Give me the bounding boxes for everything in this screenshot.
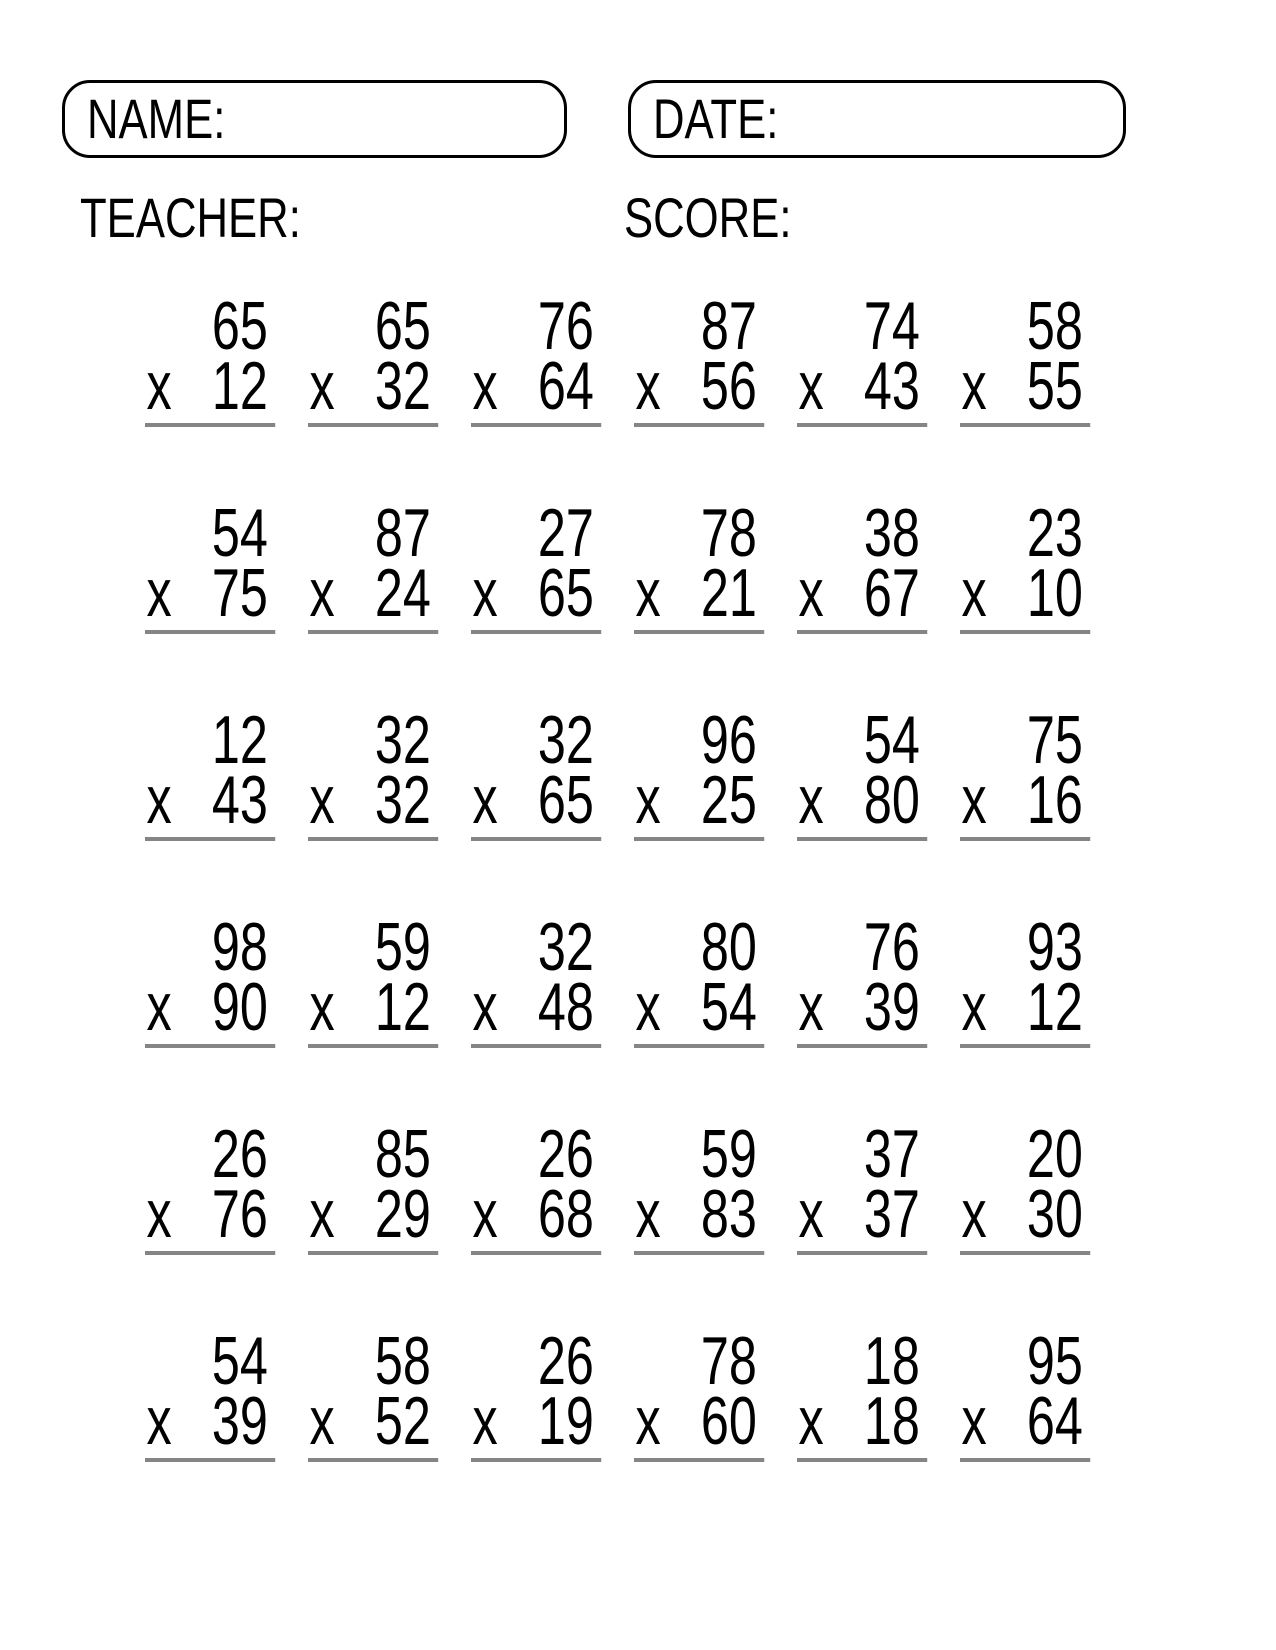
top-operand: 38 bbox=[863, 495, 920, 571]
multiply-operator: x bbox=[146, 762, 172, 838]
top-operand: 37 bbox=[863, 1116, 920, 1192]
bottom-operand: 37 bbox=[863, 1176, 920, 1252]
top-operand: 78 bbox=[700, 495, 757, 571]
bottom-operand: 80 bbox=[863, 762, 920, 838]
multiplication-problem bbox=[797, 909, 927, 1048]
multiply-operator: x bbox=[146, 1176, 172, 1252]
top-operand: 87 bbox=[700, 288, 757, 364]
multiplication-problem bbox=[960, 909, 1090, 1048]
multiplication-problem bbox=[634, 909, 764, 1048]
multiply-operator: x bbox=[961, 762, 987, 838]
top-operand: 93 bbox=[1026, 909, 1083, 985]
multiplication-problem bbox=[471, 1116, 601, 1255]
bottom-operand: 18 bbox=[863, 1383, 920, 1459]
teacher-label: TEACHER: bbox=[80, 186, 301, 249]
multiply-operator: x bbox=[635, 348, 661, 424]
multiply-operator: x bbox=[798, 969, 824, 1045]
bottom-operand: 43 bbox=[211, 762, 268, 838]
bottom-operand: 75 bbox=[211, 555, 268, 631]
multiplication-problem bbox=[634, 1116, 764, 1255]
multiplication-problem bbox=[797, 1116, 927, 1255]
multiply-operator: x bbox=[472, 1383, 498, 1459]
top-operand: 18 bbox=[863, 1323, 920, 1399]
teacher-field bbox=[80, 186, 363, 249]
bottom-operand: 60 bbox=[700, 1383, 757, 1459]
multiply-operator: x bbox=[961, 1383, 987, 1459]
bottom-operand: 39 bbox=[863, 969, 920, 1045]
name-field-box bbox=[62, 80, 567, 158]
top-operand: 76 bbox=[537, 288, 594, 364]
bottom-operand: 12 bbox=[211, 348, 268, 424]
top-operand: 96 bbox=[700, 702, 757, 778]
top-operand: 98 bbox=[211, 909, 268, 985]
multiply-operator: x bbox=[309, 762, 335, 838]
multiply-operator: x bbox=[798, 348, 824, 424]
bottom-operand: 10 bbox=[1026, 555, 1083, 631]
bottom-operand: 76 bbox=[211, 1176, 268, 1252]
multiplication-problem bbox=[797, 288, 927, 427]
multiply-operator: x bbox=[798, 762, 824, 838]
top-operand: 95 bbox=[1026, 1323, 1083, 1399]
multiplication-problem bbox=[145, 495, 275, 634]
multiply-operator: x bbox=[635, 969, 661, 1045]
bottom-operand: 16 bbox=[1026, 762, 1083, 838]
bottom-operand: 24 bbox=[374, 555, 431, 631]
top-operand: 32 bbox=[537, 702, 594, 778]
multiplication-problem bbox=[308, 909, 438, 1048]
multiplication-problem bbox=[308, 1323, 438, 1462]
multiply-operator: x bbox=[146, 555, 172, 631]
bottom-operand: 64 bbox=[1026, 1383, 1083, 1459]
multiplication-problem bbox=[634, 495, 764, 634]
bottom-operand: 43 bbox=[863, 348, 920, 424]
bottom-operand: 39 bbox=[211, 1383, 268, 1459]
top-operand: 59 bbox=[374, 909, 431, 985]
multiplication-problem bbox=[145, 702, 275, 841]
multiply-operator: x bbox=[472, 348, 498, 424]
multiplication-problem bbox=[960, 288, 1090, 427]
multiply-operator: x bbox=[635, 1383, 661, 1459]
multiply-operator: x bbox=[472, 555, 498, 631]
top-operand: 54 bbox=[211, 1323, 268, 1399]
bottom-operand: 83 bbox=[700, 1176, 757, 1252]
score-field bbox=[624, 186, 839, 249]
bottom-operand: 32 bbox=[374, 348, 431, 424]
top-operand: 54 bbox=[863, 702, 920, 778]
name-label: NAME: bbox=[87, 87, 226, 150]
multiplication-problem bbox=[960, 1116, 1090, 1255]
multiplication-problem bbox=[308, 495, 438, 634]
bottom-operand: 32 bbox=[374, 762, 431, 838]
top-operand: 78 bbox=[700, 1323, 757, 1399]
top-operand: 12 bbox=[211, 702, 268, 778]
top-operand: 20 bbox=[1026, 1116, 1083, 1192]
top-operand: 58 bbox=[1026, 288, 1083, 364]
multiply-operator: x bbox=[961, 555, 987, 631]
multiplication-problem bbox=[308, 288, 438, 427]
top-operand: 23 bbox=[1026, 495, 1083, 571]
multiply-operator: x bbox=[961, 969, 987, 1045]
multiplication-problem bbox=[634, 702, 764, 841]
top-operand: 54 bbox=[211, 495, 268, 571]
top-operand: 27 bbox=[537, 495, 594, 571]
top-operand: 75 bbox=[1026, 702, 1083, 778]
top-operand: 32 bbox=[537, 909, 594, 985]
multiplication-problem bbox=[634, 1323, 764, 1462]
bottom-operand: 56 bbox=[700, 348, 757, 424]
multiply-operator: x bbox=[472, 1176, 498, 1252]
top-operand: 74 bbox=[863, 288, 920, 364]
multiplication-problem bbox=[960, 1323, 1090, 1462]
date-field-box bbox=[628, 80, 1126, 158]
bottom-operand: 12 bbox=[1026, 969, 1083, 1045]
multiplication-problem bbox=[960, 495, 1090, 634]
bottom-operand: 52 bbox=[374, 1383, 431, 1459]
multiplication-problem bbox=[471, 495, 601, 634]
multiply-operator: x bbox=[472, 762, 498, 838]
multiply-operator: x bbox=[635, 555, 661, 631]
top-operand: 58 bbox=[374, 1323, 431, 1399]
bottom-operand: 54 bbox=[700, 969, 757, 1045]
top-operand: 65 bbox=[374, 288, 431, 364]
top-operand: 87 bbox=[374, 495, 431, 571]
top-operand: 32 bbox=[374, 702, 431, 778]
top-operand: 65 bbox=[211, 288, 268, 364]
multiplication-problem bbox=[471, 909, 601, 1048]
multiplication-problem bbox=[308, 702, 438, 841]
multiplication-problem bbox=[471, 1323, 601, 1462]
multiply-operator: x bbox=[309, 348, 335, 424]
multiply-operator: x bbox=[309, 1176, 335, 1252]
multiply-operator: x bbox=[309, 969, 335, 1045]
bottom-operand: 19 bbox=[537, 1383, 594, 1459]
bottom-operand: 12 bbox=[374, 969, 431, 1045]
multiplication-problem bbox=[471, 288, 601, 427]
multiply-operator: x bbox=[635, 762, 661, 838]
multiply-operator: x bbox=[309, 1383, 335, 1459]
top-operand: 26 bbox=[537, 1116, 594, 1192]
multiplication-problem bbox=[471, 702, 601, 841]
multiply-operator: x bbox=[472, 969, 498, 1045]
top-operand: 80 bbox=[700, 909, 757, 985]
multiply-operator: x bbox=[635, 1176, 661, 1252]
multiplication-problem bbox=[145, 1323, 275, 1462]
bottom-operand: 21 bbox=[700, 555, 757, 631]
multiplication-problem bbox=[308, 1116, 438, 1255]
bottom-operand: 90 bbox=[211, 969, 268, 1045]
multiply-operator: x bbox=[309, 555, 335, 631]
top-operand: 59 bbox=[700, 1116, 757, 1192]
bottom-operand: 48 bbox=[537, 969, 594, 1045]
multiplication-problem bbox=[797, 702, 927, 841]
multiply-operator: x bbox=[961, 348, 987, 424]
bottom-operand: 64 bbox=[537, 348, 594, 424]
multiplication-problem bbox=[960, 702, 1090, 841]
multiply-operator: x bbox=[798, 555, 824, 631]
multiplication-problem bbox=[797, 1323, 927, 1462]
multiplication-problem bbox=[145, 1116, 275, 1255]
top-operand: 76 bbox=[863, 909, 920, 985]
bottom-operand: 29 bbox=[374, 1176, 431, 1252]
top-operand: 26 bbox=[211, 1116, 268, 1192]
bottom-operand: 65 bbox=[537, 762, 594, 838]
multiplication-problem bbox=[145, 909, 275, 1048]
multiply-operator: x bbox=[146, 348, 172, 424]
score-label: SCORE: bbox=[624, 186, 792, 249]
date-label: DATE: bbox=[653, 87, 779, 150]
top-operand: 26 bbox=[537, 1323, 594, 1399]
multiplication-problem bbox=[634, 288, 764, 427]
bottom-operand: 25 bbox=[700, 762, 757, 838]
multiply-operator: x bbox=[798, 1176, 824, 1252]
bottom-operand: 55 bbox=[1026, 348, 1083, 424]
multiply-operator: x bbox=[146, 969, 172, 1045]
multiply-operator: x bbox=[798, 1383, 824, 1459]
top-operand: 85 bbox=[374, 1116, 431, 1192]
multiplication-problem bbox=[145, 288, 275, 427]
bottom-operand: 65 bbox=[537, 555, 594, 631]
bottom-operand: 67 bbox=[863, 555, 920, 631]
bottom-operand: 30 bbox=[1026, 1176, 1083, 1252]
multiply-operator: x bbox=[961, 1176, 987, 1252]
bottom-operand: 68 bbox=[537, 1176, 594, 1252]
multiply-operator: x bbox=[146, 1383, 172, 1459]
multiplication-problem bbox=[797, 495, 927, 634]
problems-grid bbox=[145, 288, 1123, 1462]
